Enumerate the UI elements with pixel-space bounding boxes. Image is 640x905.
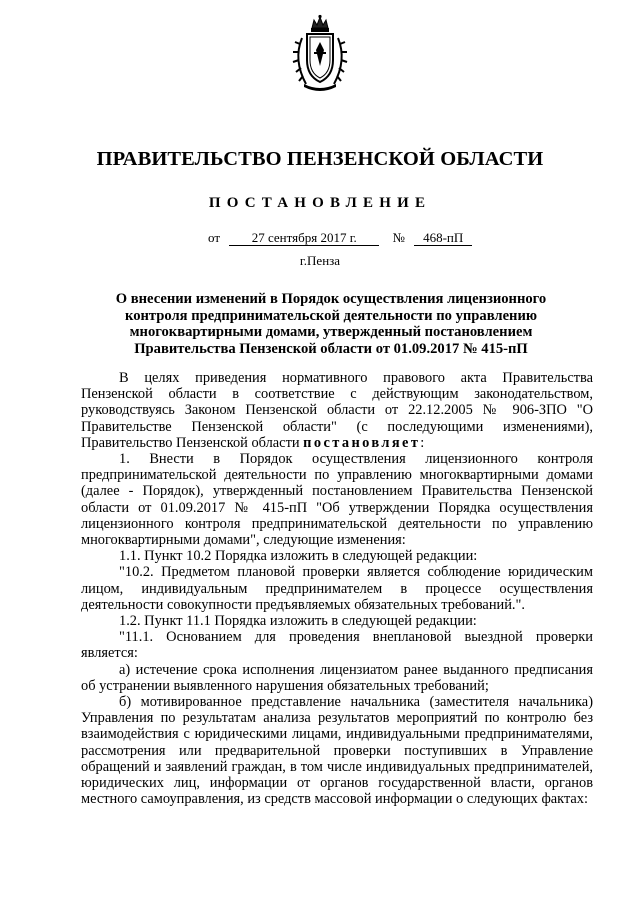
preamble-text: В целях приведения нормативного правового акта Правительства Пензенской области в соответствие с действующим законодательством, руководствуясь Законом Пензенской области от 22.12.2005 № 906-ЗПО "О Правительстве Пензенской области" (с последующими изменениями), Правительство Пензенской области bbox=[81, 370, 593, 451]
paragraph-b: б) мотивированное представление начальника (заместителя начальника) Управления по результатам анализа результатов мероприятий по контролю без взаимодействия с юридическими лицами, индивидуальными предпринимателями, рассмотрения или предварительной проверки поступивших в Управление обращений и заявлений граждан, в том числе индивидуальных предпринимателей, юридических лиц, информации от органов государственной власти, органов местного самоуправления, из средств массовой информации о следующих фактах: bbox=[81, 694, 593, 808]
preamble-end: : bbox=[420, 434, 425, 451]
paragraph-a: а) истечение срока исполнения лицензиатом ранее выданного предписания об устранении выявленного нарушения обязательных требований; bbox=[81, 661, 593, 694]
document-title: О внесении изменений в Порядок осуществления лицензионного контроля предпринимательской деятельности по управлению многоквартирными домами, утвержденный постановлением Правительства Пензенской области от 01.09.2017 № 415-пП bbox=[115, 291, 547, 357]
paragraph-1-2: 1.2. Пункт 11.1 Порядка изложить в следующей редакции: bbox=[119, 613, 477, 630]
paragraph-1: 1. Внести в Порядок осуществления лицензионного контроля предпринимательской деятельности по управлению многоквартирными домами (далее - Порядок), утвержденный постановлением Правительства Пензенской области от 01.09.2017 № 415-пП "Об утверждении Порядка осуществления лицензионного контроля предпринимательской деятельности по управлению многоквартирными домами", следующие изменения: bbox=[81, 451, 593, 549]
government-name: ПРАВИТЕЛЬСТВО ПЕНЗЕНСКОЙ ОБЛАСТИ bbox=[96, 148, 544, 170]
document-number: 468-пП bbox=[414, 230, 472, 246]
paragraph-11-1: "11.1. Основанием для проведения внеплановой выездной проверки является: bbox=[81, 629, 593, 662]
city: г.Пенза bbox=[299, 253, 341, 268]
paragraph-preamble bbox=[81, 370, 593, 451]
paragraph-1-1: 1.1. Пункт 10.2 Порядка изложить в следующей редакции: bbox=[119, 548, 478, 565]
document-type: ПОСТАНОВЛЕНИЕ bbox=[208, 195, 432, 211]
coat-of-arms-emblem bbox=[290, 14, 350, 92]
paragraph-10-2: "10.2. Предметом плановой проверки является соблюдение юридическим лицом, индивидуальным предпринимателем в процессе осуществления деятельности совокупности предъявляемых обязательных требований.". bbox=[81, 564, 593, 613]
number-prefix: № bbox=[392, 230, 405, 245]
document-date: 27 сентября 2017 г. bbox=[229, 230, 379, 246]
preamble-emphasis: постановляет bbox=[303, 434, 421, 451]
document-body bbox=[81, 370, 593, 807]
date-prefix: от bbox=[208, 230, 221, 245]
date-number-line bbox=[208, 230, 472, 246]
